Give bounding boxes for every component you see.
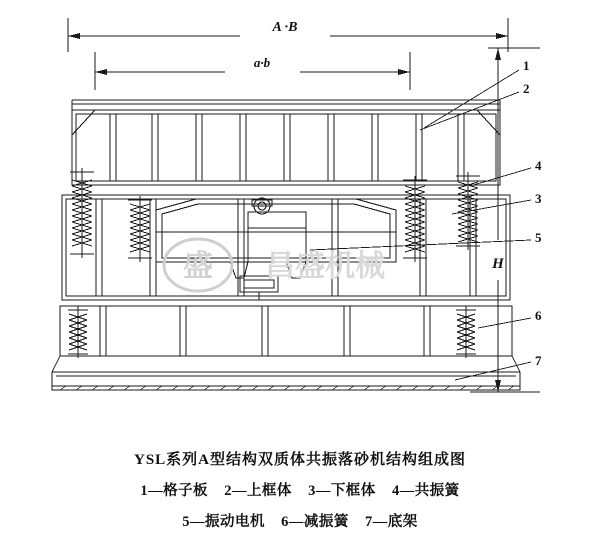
callout-label-7: 7: [535, 353, 542, 368]
figure-caption-block: [0, 440, 600, 550]
upper-frame-body: [72, 104, 500, 185]
callout-label-3: 3: [535, 191, 542, 206]
lower-frame-body: [62, 195, 510, 300]
dimension-label-inner-width: a·b: [253, 55, 271, 70]
legend-item-7: 7—底架: [365, 514, 418, 530]
base-hatching: [60, 386, 514, 390]
legend-item-1: 1—格子板: [140, 483, 209, 499]
callout-label-4: 4: [535, 158, 542, 173]
watermark-logo-text: 盛: [183, 250, 213, 283]
callout-label-1: 1: [523, 58, 530, 73]
legend-item-6: 6—减振簧: [281, 514, 349, 530]
watermark-text: 昌盛机械: [265, 250, 385, 283]
damping-spring-right: [456, 306, 476, 358]
upper-frame-ribs: [110, 114, 464, 181]
figure-legend-line-1: [0, 479, 600, 500]
figure-title: YSL系列A型结构双质体共振落砂机结构组成图: [133, 452, 466, 468]
callout-label-5: 5: [535, 230, 542, 245]
legend-item-4: 4—共振簧: [391, 483, 460, 499]
damping-spring-left: [68, 306, 88, 358]
vibration-motor: [230, 198, 306, 300]
grid-plate: [72, 100, 500, 110]
figure-legend-line-2: [0, 510, 600, 531]
legend-item-3: 3—下框体: [308, 483, 376, 499]
legend-item-2: 2—上框体: [224, 483, 292, 499]
dimension-inner-width: [95, 52, 410, 90]
callout-label-2: 2: [523, 81, 530, 96]
resonance-spring-left-inner: [128, 196, 152, 262]
base-frame: [52, 300, 520, 390]
dimension-label-overall-width: A ·B: [272, 20, 298, 35]
dimension-label-height: H: [492, 256, 504, 272]
resonance-spring-right-inner: [403, 176, 427, 262]
legend-item-5: 5—振动电机: [182, 514, 265, 530]
callout-label-6: 6: [535, 308, 542, 323]
